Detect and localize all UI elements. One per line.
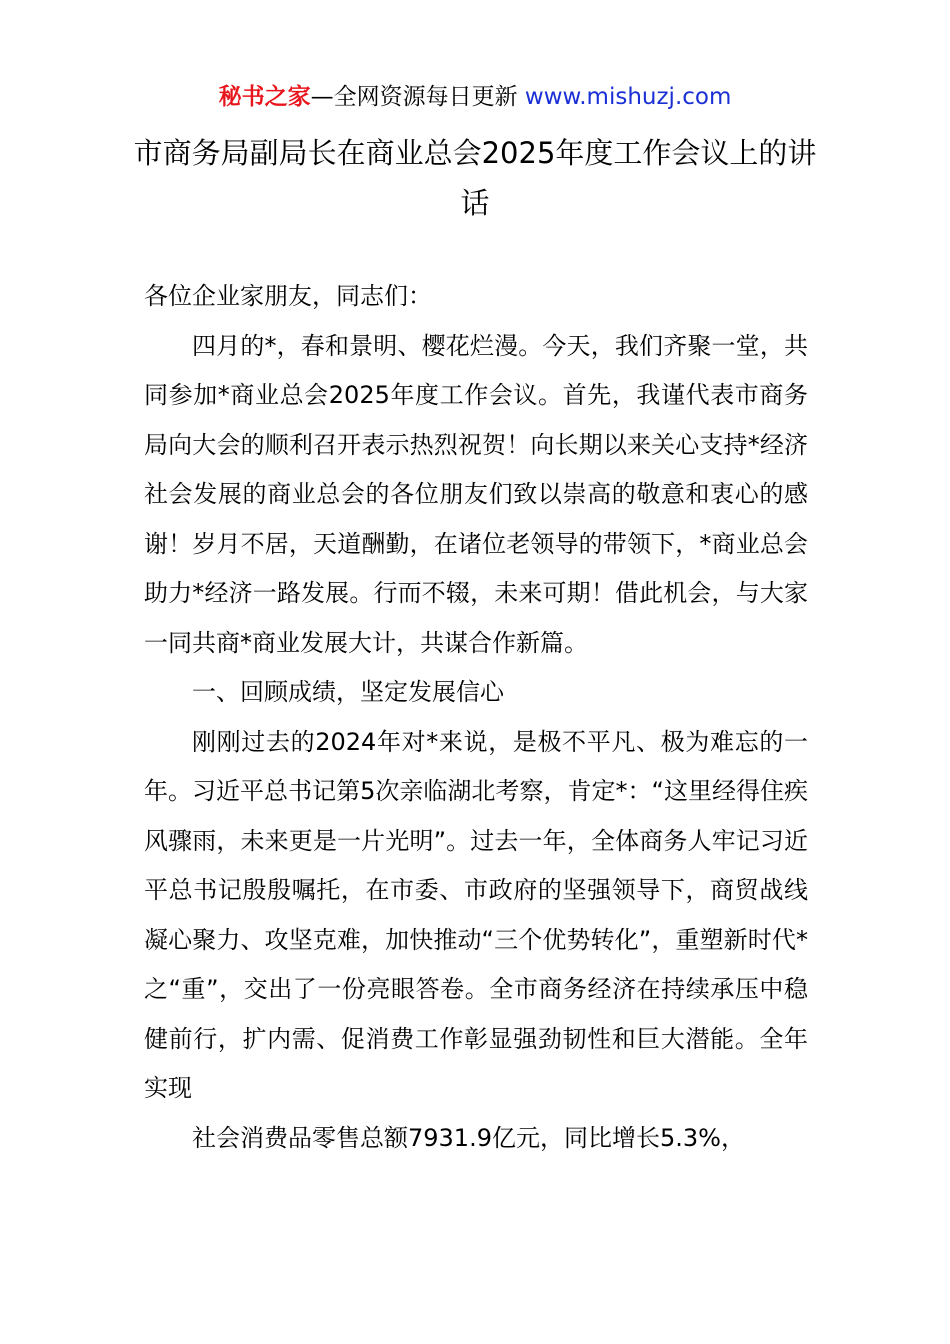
site-header [0, 80, 950, 114]
document-body [144, 272, 808, 1163]
brand-name: 秘书之家 [218, 84, 311, 110]
header-tagline: —全网资源每日更新 [310, 84, 525, 110]
paragraph-retail-sales: 社会消费品零售总额7931.9亿元，同比增长5.3%， [192, 1123, 745, 1152]
section-heading: 一、回顾成绩，坚定发展信心 [192, 678, 504, 706]
paragraph-opening: 四月的*，春和景明、樱花烂漫。今天，我们齐聚一堂，共同参加*商业总会2025年度工作会议。首先，我谨代表市商务局向大会的顺利召开表示热烈祝贺！向长期以来关心支持*经济社会发展的商业总会的各位朋友们致以崇高的敬意和衷心的感谢！岁月不居，天道酬勤，在诸位老领导的带领下，*商业总会助力*经济一路发展。行而不辍，未来可期！借此机会，与大家一同共商*商业发展大计，共谋合作新篇。 [144, 331, 808, 657]
document-title: 市商务局副局长在商业总会2025年度工作会议上的讲话 [133, 136, 817, 220]
site-url-link[interactable]: www.mishuzj.com [524, 84, 732, 110]
paragraph-review: 刚刚过去的2024年对*来说，是极不平凡、极为难忘的一年。习近平总书记第5次亲临湖北考察，肯定*：“这里经得住疾风骤雨，未来更是一片光明”。过去一年，全体商务人牢记习近平总书记殷殷嘱托，在市委、市政府的坚强领导下，商贸战线凝心聚力、攻坚克难，加快推动“三个优势转化”，重塑新时代*之“重”，交出了一份亮眼答卷。全市商务经济在持续承压中稳健前行，扩内需、促消费工作彰显强劲韧性和巨大潜能。全年实现 [144, 727, 808, 1102]
salutation: 各位企业家朋友，同志们： [144, 282, 432, 310]
